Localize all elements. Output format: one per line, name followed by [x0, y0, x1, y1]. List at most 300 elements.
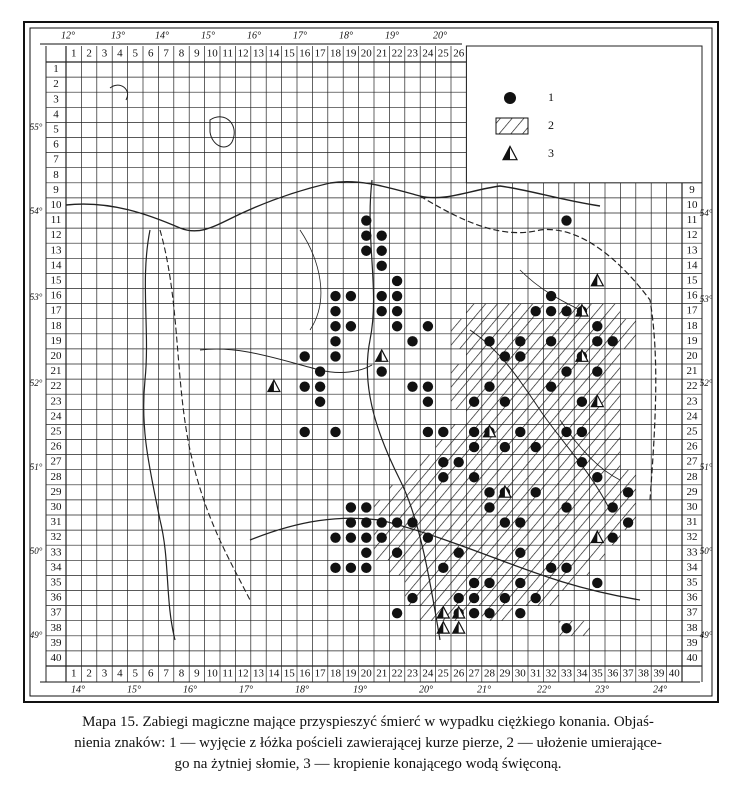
right-row-label: 11 — [686, 214, 698, 227]
hatch-cell — [513, 319, 528, 334]
hatch-cell — [451, 485, 466, 500]
right-row-label: 21 — [686, 365, 698, 378]
longitude-bottom-label: 21° — [477, 684, 491, 696]
hatch-cell — [466, 409, 481, 424]
hatch-cell — [389, 560, 404, 575]
left-row-label: 39 — [50, 636, 62, 649]
hatch-cell — [482, 515, 497, 530]
latitude-right-label: 53° — [699, 294, 713, 305]
hatch-cell — [482, 364, 497, 379]
hatch-cell — [513, 591, 528, 606]
left-row-label: 9 — [53, 183, 59, 196]
dot-marker — [407, 517, 417, 527]
hatch-cell — [559, 334, 574, 349]
bottom-column-label: 19 — [345, 667, 357, 680]
latitude-right-label: 52° — [699, 378, 713, 389]
hatch-cell — [405, 575, 420, 590]
top-column-label: 22 — [391, 47, 403, 60]
latitude-right-label: 54° — [699, 208, 713, 219]
legend-hatch-symbol — [496, 118, 528, 134]
bottom-column-label: 34 — [576, 667, 588, 680]
bottom-column-label: 3 — [101, 667, 108, 680]
top-column-label: 14 — [268, 47, 280, 60]
right-row-label: 10 — [686, 198, 698, 211]
hatch-cell — [466, 500, 481, 515]
hatch-cell — [466, 334, 481, 349]
right-row-label: 34 — [686, 561, 698, 574]
dot-marker — [577, 397, 587, 407]
hatch-cell — [543, 440, 558, 455]
left-row-label: 16 — [50, 289, 62, 302]
dot-marker — [392, 608, 402, 618]
caption-line-1: Mapa 15. Zabiegi magiczne mające przyspieszyć śmierć w wypadku ciężkiego konania. Objaś- — [82, 714, 654, 730]
dot-marker — [592, 336, 602, 346]
top-column-label: 24 — [422, 47, 434, 60]
dot-marker — [423, 427, 433, 437]
hatch-cell — [482, 394, 497, 409]
longitude-bottom-label: 17° — [239, 684, 253, 696]
hatch-cell — [497, 364, 512, 379]
hatch-cell — [559, 319, 574, 334]
hatch-cell — [466, 319, 481, 334]
dot-marker — [500, 351, 510, 361]
dot-marker — [346, 321, 356, 331]
hatch-cell — [605, 379, 620, 394]
hatch-cell — [482, 530, 497, 545]
hatch-cell — [389, 485, 404, 500]
left-row-label: 12 — [50, 229, 62, 242]
dot-marker — [392, 276, 402, 286]
dot-marker — [515, 351, 525, 361]
dot-marker — [392, 291, 402, 301]
hatch-cell — [528, 379, 543, 394]
legend-number: 1 — [548, 89, 554, 104]
right-row-label: 17 — [686, 304, 698, 317]
dot-marker — [300, 381, 310, 391]
right-row-label: 37 — [686, 606, 698, 619]
bottom-column-label: 20 — [360, 667, 372, 680]
latitude-right-label: 50° — [699, 546, 713, 557]
longitude-bottom-label: 18° — [295, 684, 309, 696]
hatch-cell — [405, 470, 420, 485]
hatch-cell — [482, 455, 497, 470]
left-row-label: 2 — [53, 78, 59, 91]
bottom-column-label: 36 — [607, 667, 619, 680]
top-column-label: 8 — [178, 47, 185, 60]
dot-marker — [392, 306, 402, 316]
hatch-cell — [513, 364, 528, 379]
longitude-top-label: 18° — [339, 30, 353, 42]
dot-marker — [608, 532, 618, 542]
hatch-cell — [497, 455, 512, 470]
bottom-column-label: 8 — [178, 667, 185, 680]
caption-line-3: go na żytniej słomie, 3 — kropienie konającego wodą święconą. — [174, 756, 562, 772]
hatch-cell — [543, 455, 558, 470]
dot-marker — [330, 321, 340, 331]
hatch-cell — [436, 575, 451, 590]
left-row-label: 15 — [50, 274, 62, 287]
hatch-cell — [420, 500, 435, 515]
dot-marker — [515, 608, 525, 618]
hatch-cell — [528, 319, 543, 334]
hatch-cell — [605, 455, 620, 470]
hatch-cell — [482, 349, 497, 364]
hatch-cell — [605, 349, 620, 364]
hatch-cell — [436, 545, 451, 560]
latitude-right-label: 51° — [699, 462, 713, 473]
hatch-cell — [513, 485, 528, 500]
left-row-label: 25 — [50, 425, 62, 438]
dot-marker — [608, 502, 618, 512]
hatch-cell — [420, 575, 435, 590]
hatch-cell — [574, 319, 589, 334]
latitude-right-label: 49° — [699, 630, 713, 641]
hatch-cell — [513, 530, 528, 545]
dot-marker — [300, 427, 310, 437]
hatch-cell — [528, 515, 543, 530]
left-row-label: 35 — [50, 576, 62, 589]
hatch-cell — [451, 364, 466, 379]
left-row-label: 30 — [50, 500, 62, 513]
hatch-cell — [482, 440, 497, 455]
top-column-label: 1 — [70, 47, 77, 60]
bottom-column-label: 12 — [237, 667, 249, 680]
hatch-cell — [590, 440, 605, 455]
bottom-column-label: 11 — [222, 667, 233, 680]
longitude-bottom-label: 20° — [419, 684, 433, 696]
top-column-label: 9 — [194, 47, 200, 60]
right-row-label: 15 — [686, 274, 698, 287]
bottom-column-label: 15 — [283, 667, 295, 680]
dot-marker — [346, 517, 356, 527]
hatch-cell — [466, 560, 481, 575]
hatch-cell — [528, 560, 543, 575]
longitude-top-label: 16° — [247, 30, 261, 42]
dot-marker — [361, 230, 371, 240]
hatch-cell — [389, 530, 404, 545]
hatch-cell — [543, 500, 558, 515]
hatch-cell — [405, 530, 420, 545]
bottom-column-label: 35 — [591, 667, 603, 680]
hatch-cell — [559, 455, 574, 470]
longitude-top-label: 20° — [433, 30, 447, 42]
hatch-cell — [451, 515, 466, 530]
bottom-column-label: 5 — [132, 667, 139, 680]
dot-marker — [546, 336, 556, 346]
dot-marker — [515, 517, 525, 527]
left-row-label: 19 — [50, 334, 62, 347]
hatch-cell — [543, 591, 558, 606]
hatch-cell — [482, 470, 497, 485]
bottom-column-label: 26 — [453, 667, 465, 680]
dot-marker — [377, 366, 387, 376]
dot-marker — [484, 336, 494, 346]
left-row-label: 13 — [50, 244, 62, 257]
dot-marker — [469, 593, 479, 603]
hatch-cell — [420, 606, 435, 621]
hatch-cell — [543, 409, 558, 424]
hatch-cell — [420, 485, 435, 500]
top-column-label: 23 — [407, 47, 418, 60]
dot-marker — [454, 548, 464, 558]
hatch-cell — [543, 545, 558, 560]
legend-box — [466, 46, 702, 183]
hatch-cell — [451, 575, 466, 590]
hatch-cell — [590, 424, 605, 439]
hatch-cell — [528, 424, 543, 439]
dot-marker — [515, 427, 525, 437]
hatch-cell — [497, 545, 512, 560]
bottom-column-label: 28 — [484, 667, 495, 680]
hatch-cell — [482, 591, 497, 606]
bottom-column-label: 24 — [422, 667, 434, 680]
right-row-label: 13 — [686, 244, 698, 257]
right-row-label: 12 — [686, 229, 698, 242]
hatch-cell — [451, 334, 466, 349]
hatch-cell — [466, 530, 481, 545]
right-row-label: 27 — [686, 455, 698, 468]
dot-marker — [330, 532, 340, 542]
hatch-cell — [436, 500, 451, 515]
dot-marker — [330, 427, 340, 437]
right-row-label: 22 — [686, 380, 698, 393]
top-column-label: 13 — [253, 47, 264, 60]
dot-marker — [361, 502, 371, 512]
latitude-left-label: 52° — [29, 378, 43, 389]
hatch-cell — [574, 409, 589, 424]
top-column-label: 15 — [283, 47, 295, 60]
dot-marker — [623, 487, 633, 497]
left-row-label: 20 — [50, 349, 62, 362]
dot-marker — [423, 397, 433, 407]
right-row-label: 40 — [686, 651, 698, 664]
longitude-bottom-label: 22° — [537, 684, 551, 696]
left-row-label: 29 — [50, 485, 62, 498]
hatch-cell — [605, 515, 620, 530]
dot-marker — [469, 578, 479, 588]
hatch-cell — [574, 379, 589, 394]
longitude-top-label: 12° — [61, 30, 75, 42]
dot-marker — [515, 336, 525, 346]
right-row-label: 28 — [686, 470, 698, 483]
right-row-label: 23 — [686, 395, 698, 408]
coastline — [66, 182, 600, 231]
hatch-cell — [590, 304, 605, 319]
dot-marker — [392, 548, 402, 558]
dot-marker — [423, 532, 433, 542]
hatch-cell — [405, 485, 420, 500]
dot-marker — [346, 563, 356, 573]
hatch-cell — [528, 470, 543, 485]
dot-marker — [407, 593, 417, 603]
left-row-label: 33 — [50, 546, 62, 559]
right-row-label: 29 — [686, 485, 698, 498]
dot-marker — [531, 487, 541, 497]
dot-marker — [531, 593, 541, 603]
left-row-label: 1 — [53, 63, 59, 76]
hatch-cell — [466, 364, 481, 379]
hatch-cell — [590, 500, 605, 515]
right-row-label: 31 — [686, 516, 698, 529]
dot-marker — [361, 563, 371, 573]
hatch-cell — [497, 424, 512, 439]
left-row-label: 10 — [50, 198, 62, 211]
longitude-bottom-label: 14° — [71, 684, 85, 696]
bottom-column-label: 33 — [561, 667, 572, 680]
hatch-cell — [605, 485, 620, 500]
hatch-cell — [451, 470, 466, 485]
right-row-label: 39 — [686, 636, 698, 649]
dot-marker — [361, 246, 371, 256]
bottom-column-label: 38 — [638, 667, 649, 680]
hatch-cell — [451, 500, 466, 515]
left-row-label: 31 — [50, 516, 62, 529]
hatch-cell — [466, 515, 481, 530]
bottom-column-label: 14 — [268, 667, 280, 680]
hatch-cell — [559, 575, 574, 590]
latitude-left-label: 49° — [29, 630, 43, 641]
longitude-bottom-label: 15° — [127, 684, 141, 696]
river-oder — [144, 230, 175, 640]
latitude-left-label: 55° — [29, 122, 43, 133]
bottom-column-label: 22 — [391, 667, 403, 680]
hatch-cell — [528, 394, 543, 409]
hatch-cell — [420, 591, 435, 606]
latitude-left-label: 50° — [29, 546, 43, 557]
hatch-cell — [497, 500, 512, 515]
hatch-cell — [528, 364, 543, 379]
dot-marker — [377, 291, 387, 301]
longitude-bottom-label: 19° — [353, 684, 367, 696]
hatch-cell — [605, 304, 620, 319]
hatch-cell — [497, 575, 512, 590]
dot-marker — [577, 427, 587, 437]
hatch-cell — [436, 485, 451, 500]
dot-marker — [423, 321, 433, 331]
dot-marker — [330, 336, 340, 346]
dot-marker — [361, 532, 371, 542]
top-column-label: 12 — [237, 47, 249, 60]
bottom-column-label: 37 — [622, 667, 634, 680]
hatch-cell — [451, 530, 466, 545]
dot-marker — [377, 306, 387, 316]
hatch-cell — [405, 500, 420, 515]
hatch-cell — [559, 394, 574, 409]
bottom-column-label: 23 — [407, 667, 418, 680]
hatch-cell — [590, 545, 605, 560]
hatch-cell — [528, 334, 543, 349]
longitude-bottom-label: 16° — [183, 684, 197, 696]
hatch-cell — [374, 500, 389, 515]
hatch-cell — [528, 455, 543, 470]
hatch-cell — [482, 304, 497, 319]
dot-marker — [361, 215, 371, 225]
hatch-cell — [559, 470, 574, 485]
hatch-cell — [605, 409, 620, 424]
right-row-label: 20 — [686, 349, 698, 362]
left-row-label: 23 — [50, 395, 62, 408]
bottom-column-label: 18 — [330, 667, 341, 680]
hatch-cell — [482, 560, 497, 575]
dot-marker — [484, 502, 494, 512]
hatch-cell — [482, 545, 497, 560]
hatch-cell — [436, 591, 451, 606]
hatch-cell — [590, 485, 605, 500]
right-row-label: 36 — [686, 591, 698, 604]
hatch-cell — [574, 545, 589, 560]
longitude-top-label: 13° — [111, 30, 125, 42]
left-row-label: 4 — [53, 108, 59, 121]
dot-marker — [438, 472, 448, 482]
dot-marker — [531, 306, 541, 316]
left-row-label: 6 — [53, 138, 59, 151]
dot-marker — [377, 532, 387, 542]
hatch-cell — [543, 575, 558, 590]
top-column-label: 10 — [206, 47, 218, 60]
hatch-cell — [574, 364, 589, 379]
hatch-cell — [543, 485, 558, 500]
hatch-cell — [482, 319, 497, 334]
hatch-cell — [497, 409, 512, 424]
dot-marker — [392, 321, 402, 331]
top-column-label: 7 — [163, 47, 169, 60]
hatch-cell — [574, 530, 589, 545]
hatch-cell — [466, 304, 481, 319]
hatch-cell — [605, 394, 620, 409]
top-column-label: 25 — [437, 47, 449, 60]
left-row-label: 21 — [50, 365, 62, 378]
right-row-label: 18 — [686, 319, 698, 332]
dot-marker — [546, 563, 556, 573]
dot-marker — [608, 336, 618, 346]
bottom-column-label: 30 — [514, 667, 526, 680]
hatch-cell — [466, 545, 481, 560]
left-row-label: 7 — [53, 153, 59, 166]
left-row-label: 22 — [50, 380, 62, 393]
legend — [496, 90, 554, 160]
left-row-label: 38 — [50, 621, 62, 634]
dot-marker — [484, 608, 494, 618]
hatch-cell — [559, 409, 574, 424]
hatch-cell — [559, 440, 574, 455]
hatch-cell — [528, 349, 543, 364]
bottom-column-label: 7 — [163, 667, 169, 680]
hatch-cell — [436, 440, 451, 455]
hatch-cell — [528, 575, 543, 590]
hatch-cell — [466, 379, 481, 394]
bottom-column-label: 1 — [70, 667, 77, 680]
right-row-label: 30 — [686, 500, 698, 513]
bottom-column-label: 25 — [437, 667, 449, 680]
dot-marker — [469, 397, 479, 407]
hatch-cell — [513, 440, 528, 455]
dot-marker — [546, 291, 556, 301]
hatch-cell — [543, 530, 558, 545]
left-row-label: 36 — [50, 591, 62, 604]
right-row-label: 38 — [686, 621, 698, 634]
hatch-cell — [513, 394, 528, 409]
legend-number: 2 — [548, 117, 554, 132]
hatch-cell — [605, 319, 620, 334]
hatch-cell — [436, 515, 451, 530]
hatch-cell — [605, 364, 620, 379]
hatch-cell — [513, 409, 528, 424]
hatch-cell — [528, 530, 543, 545]
dot-marker — [561, 366, 571, 376]
dot-marker — [330, 291, 340, 301]
hatch-cell — [420, 560, 435, 575]
dot-marker — [330, 351, 340, 361]
